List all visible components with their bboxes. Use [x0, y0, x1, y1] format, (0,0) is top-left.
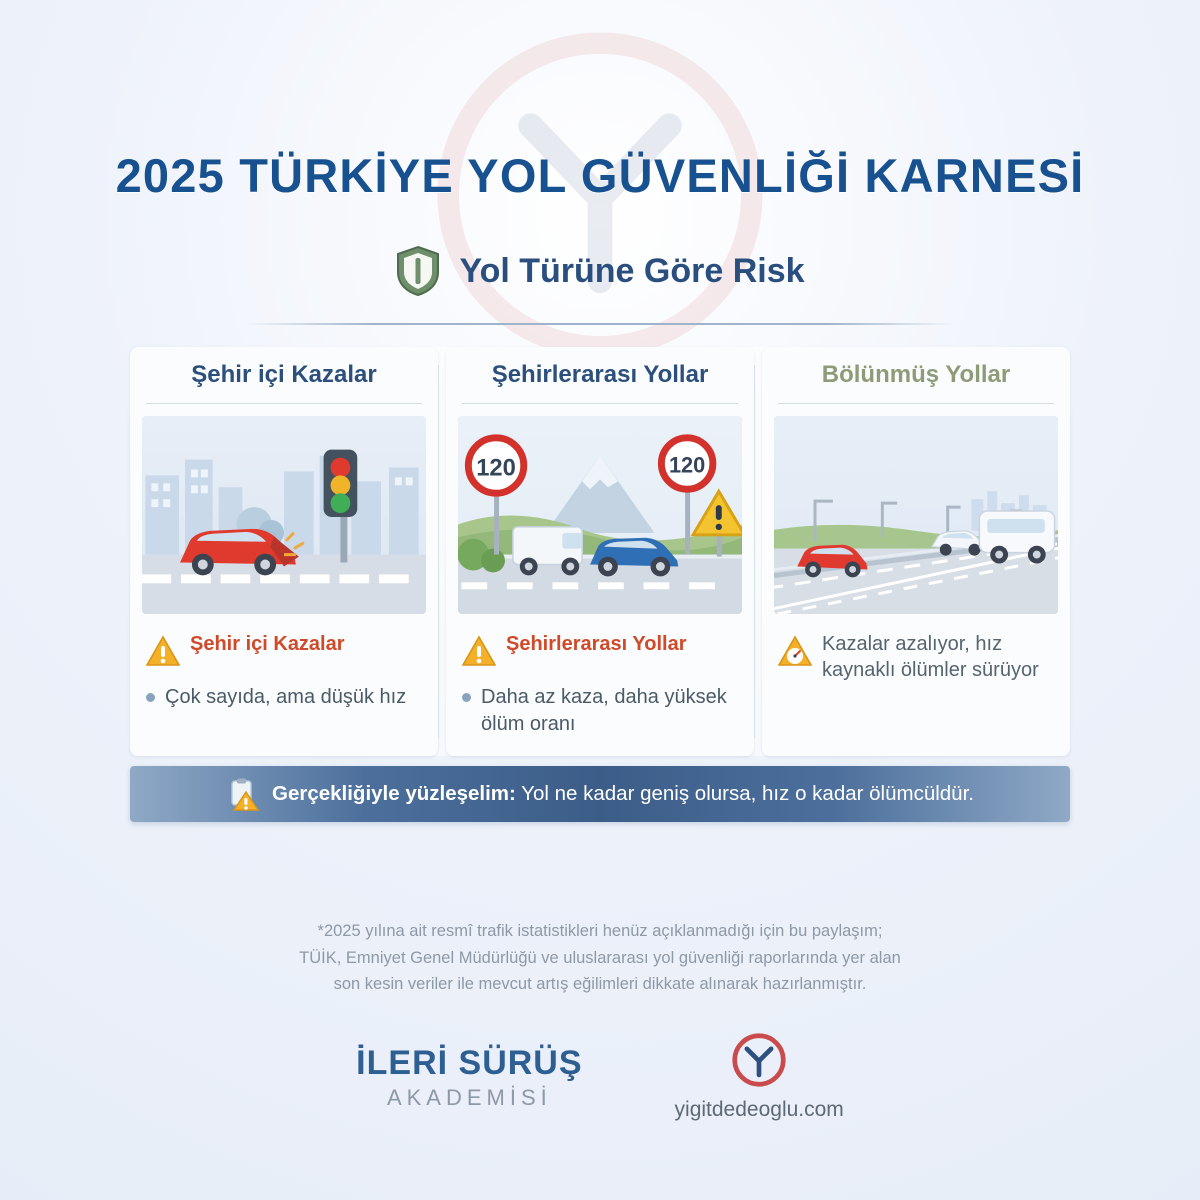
banner-text — [272, 782, 974, 806]
card-bullet — [458, 684, 742, 738]
card-note — [774, 632, 1058, 683]
banner — [130, 766, 1070, 822]
card-note — [458, 632, 742, 668]
intercity-road-illustration — [458, 416, 742, 614]
card-bullet — [142, 684, 426, 711]
card-note-text: Kazalar azalıyor, hız kaynaklı ölümler sürüyor — [822, 633, 1039, 681]
site-block[interactable] — [675, 1032, 844, 1122]
footer — [0, 1032, 1200, 1122]
bullet-dot — [146, 693, 155, 702]
clipboard-warning-icon — [226, 777, 260, 811]
card-illustration — [142, 416, 426, 614]
speed-limit-left-text: 120 — [476, 454, 516, 482]
card-title: Şehirlerarası Yollar — [491, 361, 709, 388]
brand-name: İLERİ SÜRÜŞ — [356, 1043, 583, 1082]
card-bolunmus-yollar — [762, 347, 1070, 756]
cards-row — [130, 347, 1070, 756]
page-title: 2025 TÜRKİYE YOL GÜVENLİĞİ KARNESİ — [115, 149, 1085, 202]
banner-lead: Gerçekliğiyle yüzleşelim: — [272, 782, 516, 805]
card-bullet-text: Çok sayıda, ama düşük hız — [165, 686, 407, 708]
header-divider — [245, 323, 955, 325]
card-title: Şehir içi Kazalar — [191, 361, 377, 388]
bullet-dot — [462, 693, 471, 702]
warning-triangle-icon — [462, 634, 496, 668]
divided-highway-illustration — [774, 416, 1058, 614]
card-title: Bölünmüş Yollar — [821, 361, 1011, 388]
yigit-dedeoglu-logo-icon — [731, 1032, 787, 1088]
card-rule — [462, 403, 738, 404]
warning-triangle-icon — [146, 634, 180, 668]
card-rule — [778, 403, 1054, 404]
city-crash-illustration — [142, 416, 426, 614]
card-rule — [146, 403, 422, 404]
footnote — [220, 918, 980, 998]
speedometer-icon — [778, 634, 812, 668]
footnote-line-2: TÜİK, Emniyet Genel Müdürlüğü ve uluslararası yol güvenliği raporlarında yer alan — [299, 948, 901, 967]
banner-rest: Yol ne kadar geniş olursa, hız o kadar ölümcüldür. — [515, 782, 974, 805]
brand-subname: AKADEMİSİ — [386, 1084, 552, 1110]
card-note — [142, 632, 426, 668]
card-sehir-ici-kazalar — [130, 347, 438, 756]
speed-limit-right-text: 120 — [668, 452, 706, 478]
card-sehirlerarasi-yollar — [446, 347, 754, 756]
site-url[interactable]: yigitdedeoglu.com — [674, 1098, 844, 1122]
brand-logo — [356, 1044, 582, 1111]
card-bullet-text: Daha az kaza, daha yüksek ölüm oranı — [481, 686, 727, 735]
footnote-line-3: son kesin veriler ile mevcut artış eğilimleri dikkate alınarak hazırlanmıştır. — [333, 975, 867, 994]
card-note-text: Şehir içi Kazalar — [190, 633, 345, 655]
shield-road-icon — [395, 245, 441, 297]
subtitle-row — [0, 245, 1200, 297]
card-note-text: Şehirlerarası Yollar — [506, 633, 687, 655]
page-subtitle: Yol Türüne Göre Risk — [459, 251, 805, 290]
card-illustration — [774, 416, 1058, 614]
footnote-line-1: *2025 yılına ait resmî trafik istatistikleri henüz açıklanmadığı için bu paylaşım; — [317, 922, 883, 940]
card-illustration — [458, 416, 742, 614]
